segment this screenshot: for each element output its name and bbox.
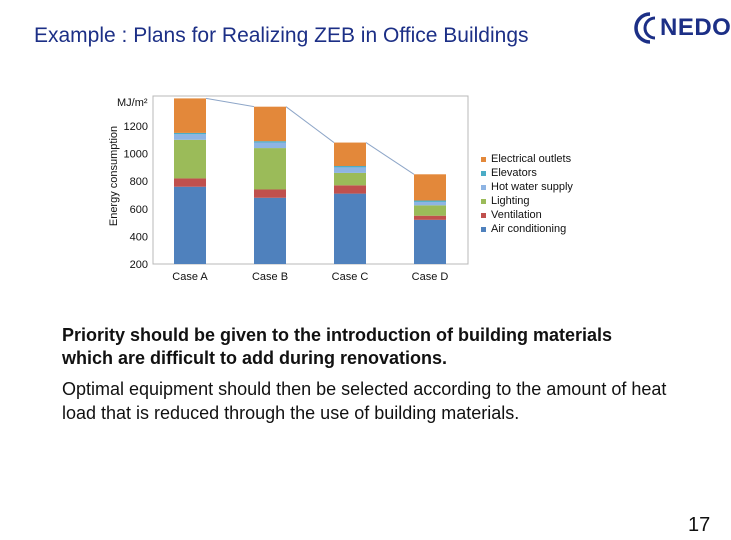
y-tick-label-4: 1000: [123, 148, 148, 161]
bar-segment-2-3: [334, 167, 366, 173]
legend-swatch-3: [481, 199, 486, 204]
connector-line-2: [366, 143, 414, 175]
bar-segment-2-0: [334, 194, 366, 264]
bar-segment-1-2: [254, 148, 286, 189]
nedo-logo-text: NEDO: [660, 14, 731, 41]
bar-segment-1-0: [254, 198, 286, 264]
y-tick-label-3: 800: [129, 176, 148, 189]
page-number: 17: [688, 514, 711, 536]
bar-segment-3-5: [414, 174, 446, 200]
bar-segment-0-4: [174, 133, 206, 134]
category-label-3: Case D: [411, 271, 449, 283]
equipment-statement: Optimal equipment should then be selected according to the amount of heat load that is reduced through the use of building materials.: [62, 379, 667, 423]
connector-line-1: [286, 107, 334, 143]
bar-segment-1-4: [254, 141, 286, 142]
bar-segment-3-2: [414, 205, 446, 215]
legend-swatch-0: [481, 157, 486, 162]
bar-segment-1-1: [254, 189, 286, 197]
y-tick-label-1: 400: [129, 231, 148, 244]
bar-segment-2-4: [334, 166, 366, 167]
legend-swatch-5: [481, 227, 486, 232]
category-label-0: Case A: [172, 271, 208, 283]
bar-segment-0-2: [174, 140, 206, 179]
bar-segment-0-0: [174, 187, 206, 264]
bar-segment-3-3: [414, 202, 446, 205]
bar-segment-1-5: [254, 107, 286, 141]
bar-segment-2-5: [334, 143, 366, 166]
legend-label-0: Electrical outlets: [491, 153, 572, 165]
legend-label-1: Elevators: [491, 167, 537, 179]
category-label-1: Case B: [251, 271, 289, 283]
bar-segment-2-1: [334, 185, 366, 193]
legend-label-5: Air conditioning: [491, 223, 567, 235]
bar-segment-0-5: [174, 98, 206, 132]
legend-label-3: Lighting: [491, 195, 530, 207]
y-tick-label-0: 200: [129, 259, 148, 271]
y-tick-label-5: 1200: [123, 121, 148, 133]
legend-swatch-4: [481, 213, 486, 218]
y-axis-label: Energy consumption: [108, 125, 120, 227]
bar-segment-3-0: [414, 220, 446, 264]
connector-line-0: [206, 98, 254, 106]
y-axis-unit: MJ/m²: [117, 97, 148, 109]
legend-label-2: Hot water supply: [491, 181, 573, 193]
y-tick-label-2: 600: [129, 203, 148, 216]
legend-swatch-2: [481, 185, 486, 190]
bar-segment-3-1: [414, 216, 446, 220]
bar-segment-0-1: [174, 178, 206, 186]
legend-swatch-1: [481, 171, 486, 176]
bar-segment-0-3: [174, 134, 206, 140]
category-label-2: Case C: [331, 271, 369, 283]
priority-statement: Priority should be given to the introduction of building materials which are difficult to add during renovations.: [62, 325, 613, 368]
bar-segment-2-2: [334, 173, 366, 185]
bar-segment-3-4: [414, 201, 446, 202]
bar-segment-1-3: [254, 143, 286, 149]
slide-title: Example : Plans for Realizing ZEB in Office Buildings: [34, 24, 529, 47]
legend-label-4: Ventilation: [491, 209, 542, 221]
